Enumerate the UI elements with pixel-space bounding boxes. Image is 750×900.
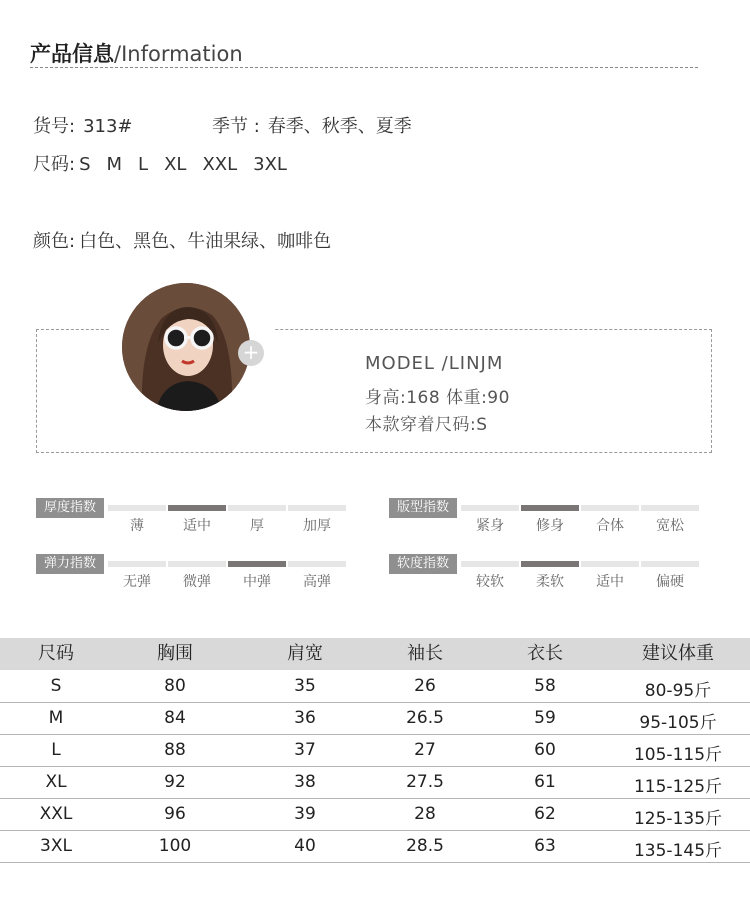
table-header-cell: 衣长 (527, 643, 563, 664)
table-cell: 88 (164, 740, 186, 760)
table-cell: 35 (294, 676, 316, 696)
index-option: 合体 (596, 518, 624, 534)
table-cell: 105-115斤 (633, 745, 723, 765)
title-divider (30, 67, 698, 68)
index-option: 适中 (183, 518, 211, 534)
index-bar (288, 561, 346, 567)
item-number-label: 货号: (33, 116, 76, 137)
index-label: 弹力指数 (36, 554, 104, 574)
table-header-cell: 袖长 (407, 643, 443, 664)
index-option: 中弹 (243, 574, 271, 590)
table-row-divider (0, 734, 750, 735)
size-option: 3XL (253, 154, 287, 175)
table-cell: 84 (164, 708, 186, 728)
table-cell: 80 (164, 676, 186, 696)
table-cell: 39 (294, 804, 316, 824)
index-option: 高弹 (303, 574, 331, 590)
index-option: 微弹 (183, 574, 211, 590)
table-cell: 38 (294, 772, 316, 792)
table-cell: 3XL (40, 836, 72, 856)
color-value: 白色、黑色、牛油果绿、咖啡色 (79, 231, 332, 252)
size-option: XL (164, 154, 187, 175)
size-option: S (79, 154, 91, 175)
index-option: 厚 (250, 518, 264, 534)
table-row-divider (0, 766, 750, 767)
table-cell: 96 (164, 804, 186, 824)
index-bar (461, 505, 519, 511)
item-number (33, 112, 133, 138)
section-title-en: Information (121, 42, 243, 66)
table-cell: 40 (294, 836, 316, 856)
size-list (33, 150, 303, 176)
index-bar (108, 561, 166, 567)
index-bar (108, 505, 166, 511)
index-option: 薄 (130, 518, 144, 534)
section-title (30, 38, 243, 68)
index-bar-selected (168, 505, 226, 511)
index-bar (461, 561, 519, 567)
index-option: 柔软 (536, 574, 564, 590)
table-cell: XL (45, 772, 67, 792)
season (212, 112, 412, 138)
size-option: L (138, 154, 149, 175)
color-label: 颜色: (33, 231, 76, 252)
model-worn-size: 本款穿着尺码:S (365, 415, 488, 435)
table-cell: 27.5 (406, 772, 444, 792)
table-cell: 60 (534, 740, 556, 760)
add-icon: + (238, 340, 264, 366)
index-bar (641, 561, 699, 567)
index-bar-selected (228, 561, 286, 567)
table-cell: 61 (534, 772, 556, 792)
index-bar (288, 505, 346, 511)
table-cell: M (48, 708, 64, 728)
table-row-divider (0, 830, 750, 831)
table-row-divider (0, 798, 750, 799)
index-bar (581, 561, 639, 567)
table-header-cell: 肩宽 (287, 643, 323, 664)
table-cell: 63 (534, 836, 556, 856)
table-cell: L (51, 740, 61, 760)
table-header-cell: 胸围 (157, 643, 193, 664)
section-title-sep: / (114, 42, 122, 66)
table-cell: 125-135斤 (633, 809, 723, 829)
table-cell: 135-145斤 (633, 841, 723, 861)
table-cell: 28 (414, 804, 436, 824)
table-cell: 115-125斤 (633, 777, 723, 797)
size-option: XXL (202, 154, 238, 175)
index-bar (641, 505, 699, 511)
season-label: 季节 : (212, 116, 260, 137)
model-measurements: 身高:168 体重:90 (365, 388, 510, 408)
table-cell: 95-105斤 (639, 713, 717, 733)
table-cell: 37 (294, 740, 316, 760)
table-cell: 27 (414, 740, 436, 760)
index-bar-selected (521, 505, 579, 511)
index-option: 加厚 (303, 518, 331, 534)
index-option: 宽松 (656, 518, 684, 534)
index-option: 无弹 (123, 574, 151, 590)
table-cell: 100 (158, 836, 192, 856)
index-bar (168, 561, 226, 567)
table-cell: S (50, 676, 62, 696)
season-value: 春季、秋季、夏季 (267, 116, 412, 137)
table-header-cell: 尺码 (38, 643, 74, 664)
colors (33, 227, 331, 253)
table-cell: 62 (534, 804, 556, 824)
model-avatar (122, 283, 250, 411)
size-option: M (106, 154, 123, 175)
table-row-divider (0, 702, 750, 703)
table-row-divider (0, 862, 750, 863)
index-label: 厚度指数 (36, 498, 104, 518)
size-table-header (0, 638, 750, 670)
table-cell: 26 (414, 676, 436, 696)
index-bar-selected (521, 561, 579, 567)
table-cell: 92 (164, 772, 186, 792)
index-option: 修身 (536, 518, 564, 534)
size-label: 尺码: (33, 154, 76, 175)
index-label: 软度指数 (389, 554, 457, 574)
index-label: 版型指数 (389, 498, 457, 518)
table-cell: 26.5 (406, 708, 444, 728)
section-title-cn: 产品信息 (30, 42, 114, 66)
index-option: 适中 (596, 574, 624, 590)
model-name: MODEL /LINJM (365, 353, 504, 374)
item-number-value: 313# (83, 116, 133, 137)
index-option: 较软 (476, 574, 504, 590)
table-cell: XXL (39, 804, 73, 824)
index-bar (228, 505, 286, 511)
table-header-cell: 建议体重 (642, 643, 714, 664)
index-bar (581, 505, 639, 511)
index-option: 紧身 (476, 518, 504, 534)
table-cell: 80-95斤 (644, 681, 712, 701)
table-cell: 36 (294, 708, 316, 728)
table-cell: 59 (534, 708, 556, 728)
table-cell: 28.5 (406, 836, 444, 856)
table-cell: 58 (534, 676, 556, 696)
index-option: 偏硬 (656, 574, 684, 590)
